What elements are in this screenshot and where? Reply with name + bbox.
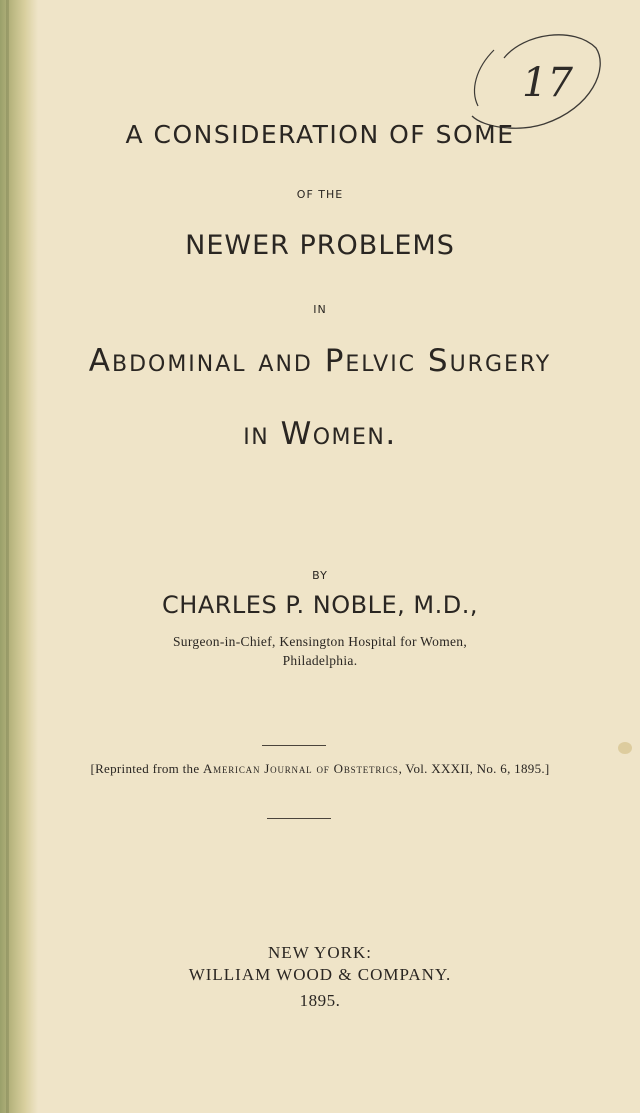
publication-year: 1895. <box>299 991 341 1010</box>
handwritten-number: 17 <box>522 60 573 106</box>
author-affiliation-2: Philadelphia. <box>282 653 358 668</box>
title-line-of-the: OF THE <box>296 188 344 201</box>
publisher-name: WILLIAM WOOD & COMPANY. <box>188 965 452 984</box>
reprint-journal: American Journal of Obstetrics <box>202 761 399 776</box>
title-line-newer-problems: NEWER PROBLEMS <box>185 230 455 261</box>
divider-rule-top <box>262 745 326 746</box>
title-line-1: A CONSIDERATION OF SOME <box>125 120 515 149</box>
title-line-abdominal: Abdominal and Pelvic Surgery <box>88 343 552 379</box>
reprint-notice <box>0 761 640 777</box>
reprint-open: [Reprinted from the <box>90 761 203 776</box>
author-name: CHARLES P. NOBLE, M.D., <box>162 591 478 619</box>
divider-rule-bottom <box>267 818 331 819</box>
handwritten-circled-number <box>464 28 604 132</box>
publisher-city: NEW YORK: <box>268 943 372 962</box>
byline-by: BY <box>312 569 328 582</box>
title-line-in-women: in Women. <box>243 416 397 452</box>
paper-stain <box>618 742 632 754</box>
reprint-details: , Vol. XXXII, No. 6, 1895.] <box>398 761 550 776</box>
title-line-in: IN <box>313 303 327 316</box>
author-affiliation-1: Surgeon-in-Chief, Kensington Hospital for Women, <box>172 634 468 649</box>
